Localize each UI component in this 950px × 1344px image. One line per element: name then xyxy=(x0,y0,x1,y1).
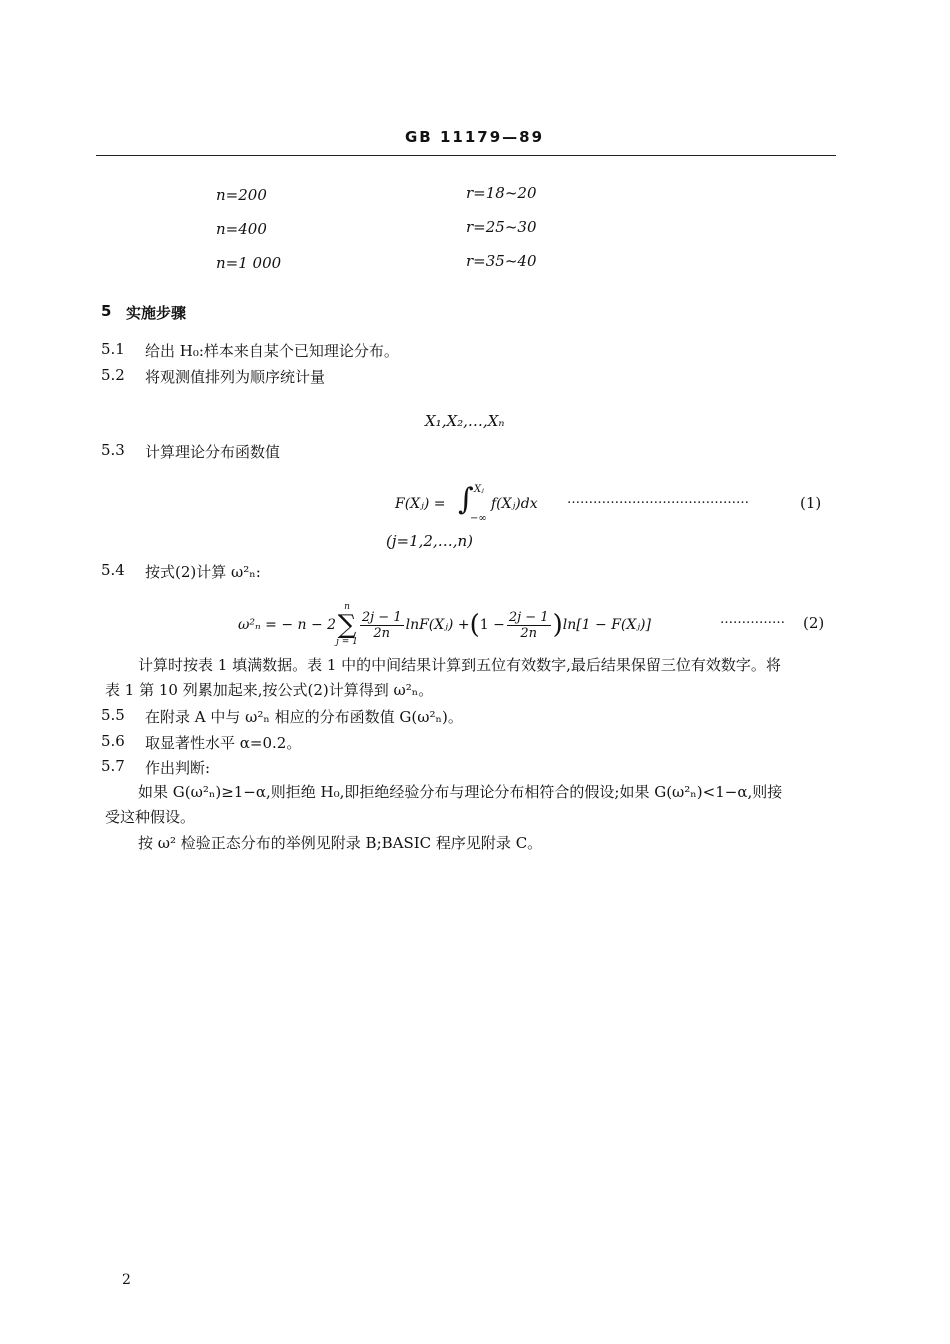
fraction-2-denominator: 2n xyxy=(520,625,538,641)
page-number: 2 xyxy=(122,1272,131,1288)
sigma-symbol: ∑ xyxy=(337,610,357,640)
left-paren: ( xyxy=(469,610,480,640)
sample-n-400: n=400 xyxy=(216,220,267,238)
clause-5-4-number: 5.4 xyxy=(101,561,125,579)
clause-5-2-number: 5.2 xyxy=(101,366,125,384)
equation-2-middle: lnF(Xⱼ) + xyxy=(405,617,470,633)
section-number: 5 xyxy=(101,302,112,320)
clause-5-7-text: 作出判断: xyxy=(145,759,211,777)
sample-n-1000: n=1 000 xyxy=(216,254,282,272)
clause-5-1-text: 给出 H₀:样本来自某个已知理论分布。 xyxy=(145,342,399,360)
right-paren: ) xyxy=(552,610,563,640)
clause-5-4-text: 按式(2)计算 ω²ₙ: xyxy=(145,563,261,581)
sample-n-200: n=200 xyxy=(216,186,267,204)
integral-sign: ∫ xyxy=(458,482,474,517)
equation-2-lhs: ω²ₙ = − n − 2 xyxy=(238,617,337,633)
clause-5-6-number: 5.6 xyxy=(101,732,125,750)
fraction-2-numerator: 2j − 1 xyxy=(508,609,549,625)
clause-5-1-number: 5.1 xyxy=(101,340,125,358)
order-statistics: X₁,X₂,…,Xₙ xyxy=(425,412,505,430)
equation-1-condition: (j=1,2,…,n) xyxy=(386,532,473,550)
fraction-1-denominator: 2n xyxy=(373,625,391,641)
fraction-1 xyxy=(360,610,404,641)
clause-5-6-text: 取显著性水平 α=0.2。 xyxy=(145,734,302,752)
judgement-line-2: 受这种假设。 xyxy=(105,808,196,826)
fraction-2 xyxy=(507,610,551,641)
appendix-reference: 按 ω² 检验正态分布的举例见附录 B;BASIC 程序见附录 C。 xyxy=(138,834,543,852)
equation-2-leader: …………… xyxy=(720,612,785,627)
document-code: GB 11179—89 xyxy=(405,128,545,146)
summation xyxy=(336,603,358,647)
equation-2-number: (2) xyxy=(803,614,825,632)
equation-2-tail: ln[1 − F(Xⱼ)] xyxy=(562,617,651,633)
equation-1-lhs: F(Xⱼ) = xyxy=(395,496,446,512)
sample-r-1000: r=35~40 xyxy=(466,252,537,270)
integral-lower-limit: −∞ xyxy=(470,513,487,524)
equation-2-one-minus: 1 − xyxy=(479,617,505,633)
integral-upper-limit: Xⱼ xyxy=(474,484,484,495)
judgement-line-1: 如果 G(ω²ₙ)≥1−α,则拒绝 H₀,即拒绝经验分布与理论分布相符合的假设;如果 G(ω²ₙ)<1−α,则接 xyxy=(138,783,783,801)
clause-5-3-text: 计算理论分布函数值 xyxy=(145,443,281,461)
calculation-note-line-1: 计算时按表 1 填满数据。表 1 中的中间结果计算到五位有效数字,最后结果保留三位有效数字。将 xyxy=(138,656,781,674)
clause-5-7-number: 5.7 xyxy=(101,757,125,775)
clause-5-5-text: 在附录 A 中与 ω²ₙ 相应的分布函数值 G(ω²ₙ)。 xyxy=(145,708,463,726)
equation-2 xyxy=(238,600,651,650)
clause-5-3-number: 5.3 xyxy=(101,441,125,459)
fraction-1-numerator: 2j − 1 xyxy=(361,609,402,625)
section-title: 实施步骤 xyxy=(126,304,187,322)
sample-r-400: r=25~30 xyxy=(466,218,537,236)
equation-1-leader: …………………………………… xyxy=(567,492,749,507)
clause-5-5-number: 5.5 xyxy=(101,706,125,724)
clause-5-2-text: 将观测值排列为顺序统计量 xyxy=(145,368,326,386)
calculation-note-line-2: 表 1 第 10 列累加起来,按公式(2)计算得到 ω²ₙ。 xyxy=(105,681,434,699)
equation-1-number: (1) xyxy=(800,494,822,512)
equation-1-rhs: f(Xⱼ)dx xyxy=(491,496,538,512)
header-rule xyxy=(96,155,836,156)
sum-lower-limit: j = 1 xyxy=(336,637,358,647)
sample-r-200: r=18~20 xyxy=(466,184,537,202)
sum-upper-limit: n xyxy=(344,602,350,612)
